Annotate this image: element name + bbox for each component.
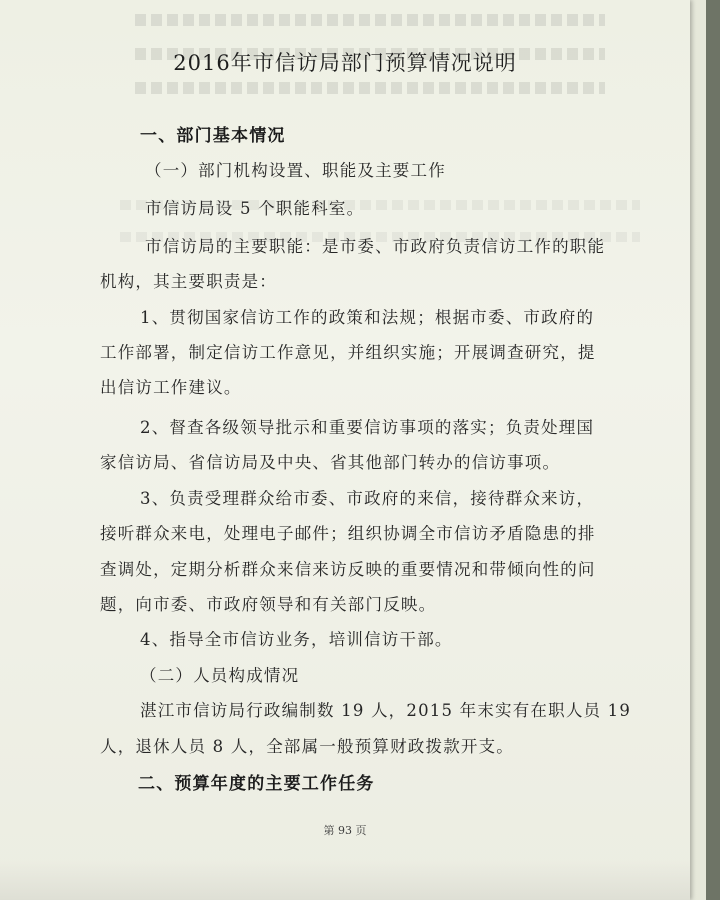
page-shadow [0, 860, 690, 900]
paragraph-line: 人，退休人员 8 人，全部属一般预算财政拨款开支。 [100, 737, 514, 756]
paragraph-line: 家信访局、省信访局及中央、省其他部门转办的信访事项。 [100, 453, 561, 472]
paragraph-line: 湛江市信访局行政编制数 19 人，2015 年末实有在职人员 19 [140, 701, 632, 720]
paragraph-line: 题，向市委、市政府领导和有关部门反映。 [100, 595, 437, 614]
subsection-heading: （一）部门机构设置、职能及主要工作 [145, 161, 446, 180]
paragraph-line: 机构，其主要职责是： [100, 272, 277, 291]
paragraph-line: 工作部署，制定信访工作意见，并组织实施；开展调查研究，提 [100, 343, 596, 362]
page-number: 第 93 页 [323, 824, 367, 837]
paragraph-line: 出信访工作建议。 [100, 378, 242, 397]
paragraph-line: 市信访局的主要职能：是市委、市政府负责信访工作的职能 [145, 237, 606, 256]
paragraph-line: 2、督查各级领导批示和重要信访事项的落实；负责处理国 [140, 418, 595, 437]
paragraph-line: 接听群众来电，处理电子邮件；组织协调全市信访矛盾隐患的排 [100, 524, 596, 543]
paragraph-line: 3、负责受理群众给市委、市政府的来信，接待群众来访， [140, 489, 595, 508]
paragraph-line: 4、指导全市信访业务，培训信访干部。 [140, 630, 453, 649]
document-title: 2016年市信访局部门预算情况说明 [173, 51, 517, 75]
paragraph-line: 市信访局设 5 个职能科室。 [145, 199, 365, 218]
section-heading: 一、部门基本情况 [140, 126, 286, 146]
section-heading: 二、预算年度的主要工作任务 [138, 774, 375, 794]
paragraph-line: 1、贯彻国家信访工作的政策和法规；根据市委、市政府的 [140, 308, 595, 327]
paragraph-line: 查调处，定期分析群众来信来访反映的重要情况和带倾向性的问 [100, 560, 596, 579]
subsection-heading: （二）人员构成情况 [140, 666, 300, 685]
